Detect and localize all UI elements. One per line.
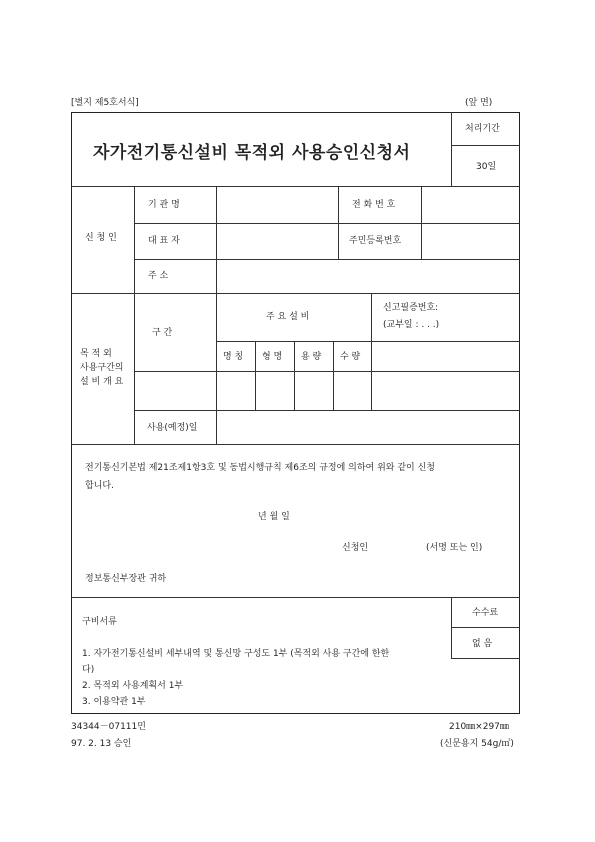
resident-number-field[interactable]: [422, 224, 519, 258]
address-field[interactable]: [217, 260, 519, 292]
usage-date-label: 사용(예정)일: [147, 423, 198, 433]
column-capacity: 용 량: [301, 352, 322, 362]
document-item: 다): [82, 665, 95, 675]
address-label: 주 소: [148, 271, 169, 281]
certificate-field[interactable]: [372, 342, 519, 409]
divider: [71, 597, 520, 598]
column-model: 형 명: [262, 352, 283, 362]
divider: [71, 293, 520, 294]
issue-date-label: (교부일 : . . .): [383, 320, 440, 330]
main-equipment-label: 주 요 설 비: [266, 312, 310, 322]
addressee: 정보통신부장관 귀하: [85, 574, 167, 584]
resident-number-label: 주민등록번호: [349, 236, 402, 246]
divider: [338, 186, 339, 259]
org-name-label: 기 관 명: [148, 200, 180, 210]
representative-field[interactable]: [217, 224, 337, 258]
required-documents-label: 구비서류: [82, 617, 117, 627]
divider: [451, 627, 520, 628]
processing-period-label: 처리기간: [465, 124, 500, 134]
representative-label: 대 표 자: [148, 236, 180, 246]
form-number: [별지 제5호서식]: [71, 98, 139, 108]
document-item: 2. 목적외 사용계획서 1부: [82, 681, 184, 691]
column-name: 명 칭: [223, 352, 244, 362]
declaration-text: 합니다.: [85, 481, 114, 491]
declaration-text: 전기통신기본법 제21조제1항3호 및 동법시행규칙 제6조의 규정에 의하여 위와 같이 신청: [85, 463, 435, 473]
equipment-quantity-field[interactable]: [334, 372, 370, 409]
form-code: 34344－07111민: [71, 722, 146, 732]
phone-field[interactable]: [422, 187, 519, 222]
divider: [451, 112, 452, 186]
equipment-capacity-field[interactable]: [295, 372, 332, 409]
signature-note: (서명 또는 인): [426, 543, 483, 553]
divider: [71, 444, 520, 445]
segment-field[interactable]: [135, 372, 215, 409]
processing-period-value: 30일: [476, 162, 497, 172]
equipment-name-field[interactable]: [217, 372, 254, 409]
document-item: 3. 이용약관 1부: [82, 697, 146, 707]
paper-type: (신문용지 54g/㎡): [440, 739, 514, 749]
approval-date: 97. 2. 13 승인: [71, 739, 132, 749]
paper-size: 210㎜×297㎜: [449, 722, 509, 732]
document-item: 1. 자가전기통신설비 세부내역 및 통신망 구성도 1부 (목적외 사용 구간에 한한: [82, 649, 390, 659]
org-name-field[interactable]: [217, 187, 337, 222]
divider: [451, 658, 520, 659]
column-quantity: 수 량: [340, 352, 361, 362]
applicant-section-label: 신 청 인: [85, 233, 117, 243]
phone-label: 전 화 번 호: [352, 200, 396, 210]
equipment-model-field[interactable]: [256, 372, 293, 409]
overview-section-label: 목 적 외: [80, 349, 112, 359]
overview-section-label: 사용구간의: [80, 363, 124, 373]
divider: [451, 145, 520, 146]
form-title: 자가전기통신설비 목적외 사용승인신청서: [93, 143, 411, 163]
fee-label: 수수료: [472, 608, 499, 618]
signing-date: 년 월 일: [258, 512, 290, 522]
applicant-sign-label: 신청인: [342, 543, 369, 553]
usage-date-field[interactable]: [217, 411, 519, 443]
segment-label: 구 간: [152, 328, 173, 338]
page-side-label: (앞 면): [465, 98, 493, 108]
certificate-number-label: 신고필증번호:: [383, 303, 439, 313]
overview-section-label: 설 비 개 요: [80, 377, 124, 387]
fee-value: 없 음: [472, 639, 493, 649]
